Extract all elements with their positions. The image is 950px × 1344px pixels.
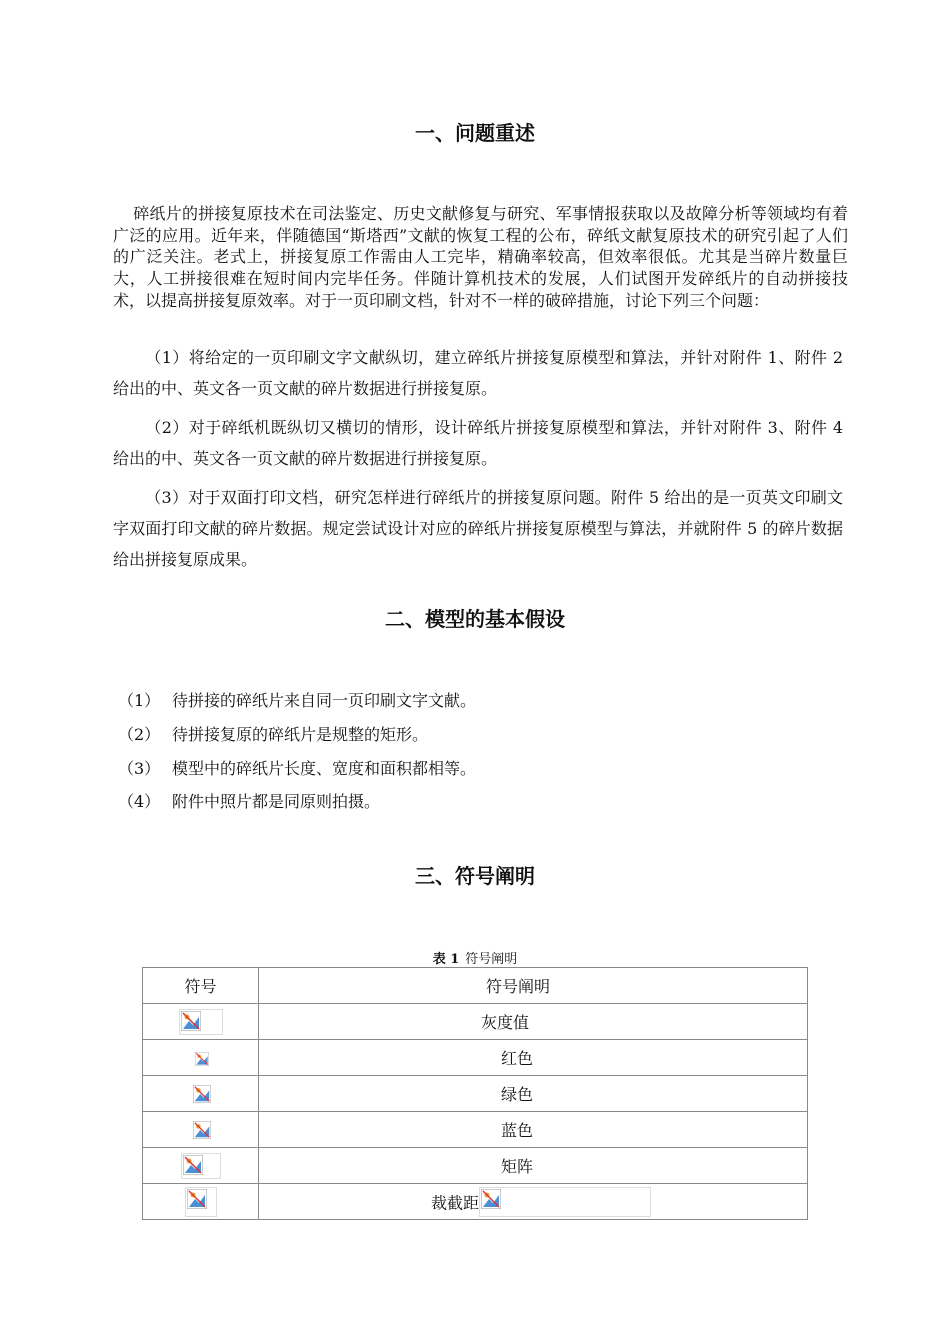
header-symbol: 符号 [143, 968, 259, 1004]
table-row [143, 1076, 808, 1112]
question-1: （1）将给定的一页印刷文字文献纵切，建立碎纸片拼接复原模型和算法，并针对附件 1、附件 2 给出的中、英文各一页文献的碎片数据进行拼接复原。 [113, 348, 843, 398]
table-caption: 表 1 符号阐明 [432, 952, 518, 967]
section-1-title: 一、问题重述 [415, 121, 535, 145]
broken-image-icon [181, 1153, 221, 1179]
table-row [143, 1148, 808, 1184]
section-3-title: 三、符号阐明 [415, 864, 535, 888]
broken-image-icon [194, 1051, 208, 1067]
intro-paragraph: 碎纸片的拼接复原技术在司法鉴定、历史文献修复与研究、军事情报获取以及故障分析等领域均有着广泛的应用。近年来，伴随德国“斯塔西”文献的恢复工程的公布，碎纸文献复原技术的研究引起了人们的广泛关注。老式上，拼接复原工作需由人工完毕，精确率较高，但效率很低。尤其是当碎片数量巨大，人工拼接很难在短时间内完毕任务。伴随计算机技术的发展，人们试图开发碎纸片的自动拼接技术，以提高拼接复原效率。对于一页印刷文档，针对不一样的破碎措施，讨论下列三个问题： [113, 204, 848, 310]
symbol-description: 矩阵 [500, 1157, 533, 1176]
table-row [143, 1112, 808, 1148]
symbol-description: 红色 [500, 1049, 533, 1068]
assumption-item: （4） 附件中照片都是同原则拍摄。 [118, 792, 381, 811]
table-header-row [143, 968, 808, 1004]
broken-image-icon [479, 1187, 651, 1217]
assumption-item: （3） 模型中的碎纸片长度、宽度和面积都相等。 [118, 759, 477, 778]
table-row [143, 1184, 808, 1220]
section-2-title: 二、模型的基本假设 [385, 607, 565, 631]
symbol-table [142, 967, 808, 1220]
symbol-description: 灰度值 [480, 1013, 529, 1032]
assumption-item: （2） 待拼接复原的碎纸片是规整的矩形。 [118, 725, 429, 744]
broken-image-icon [185, 1187, 217, 1217]
symbol-description: 蓝色 [500, 1121, 533, 1140]
question-3: （3）对于双面打印文档，研究怎样进行碎纸片的拼接复原问题。附件 5 给出的是一页英文印刷文字双面打印文献的碎片数据。规定尝试设计对应的碎纸片拼接复原模型与算法，并就附件 5 的碎片数据给出拼接复原成果。 [113, 488, 843, 569]
broken-image-icon [192, 1120, 210, 1140]
header-description: 符号阐明 [259, 968, 808, 1004]
broken-image-icon [192, 1084, 210, 1104]
assumption-item: （1） 待拼接的碎纸片来自同一页印刷文字文献。 [118, 691, 477, 710]
symbol-description: 绿色 [500, 1085, 533, 1104]
broken-image-icon [179, 1009, 223, 1035]
symbol-description: 裁截距 [431, 1193, 480, 1212]
question-2: （2）对于碎纸机既纵切又横切的情形，设计碎纸片拼接复原模型和算法，并针对附件 3、附件 4 给出的中、英文各一页文献的碎片数据进行拼接复原。 [113, 418, 843, 468]
table-row [143, 1004, 808, 1040]
table-row [143, 1040, 808, 1076]
